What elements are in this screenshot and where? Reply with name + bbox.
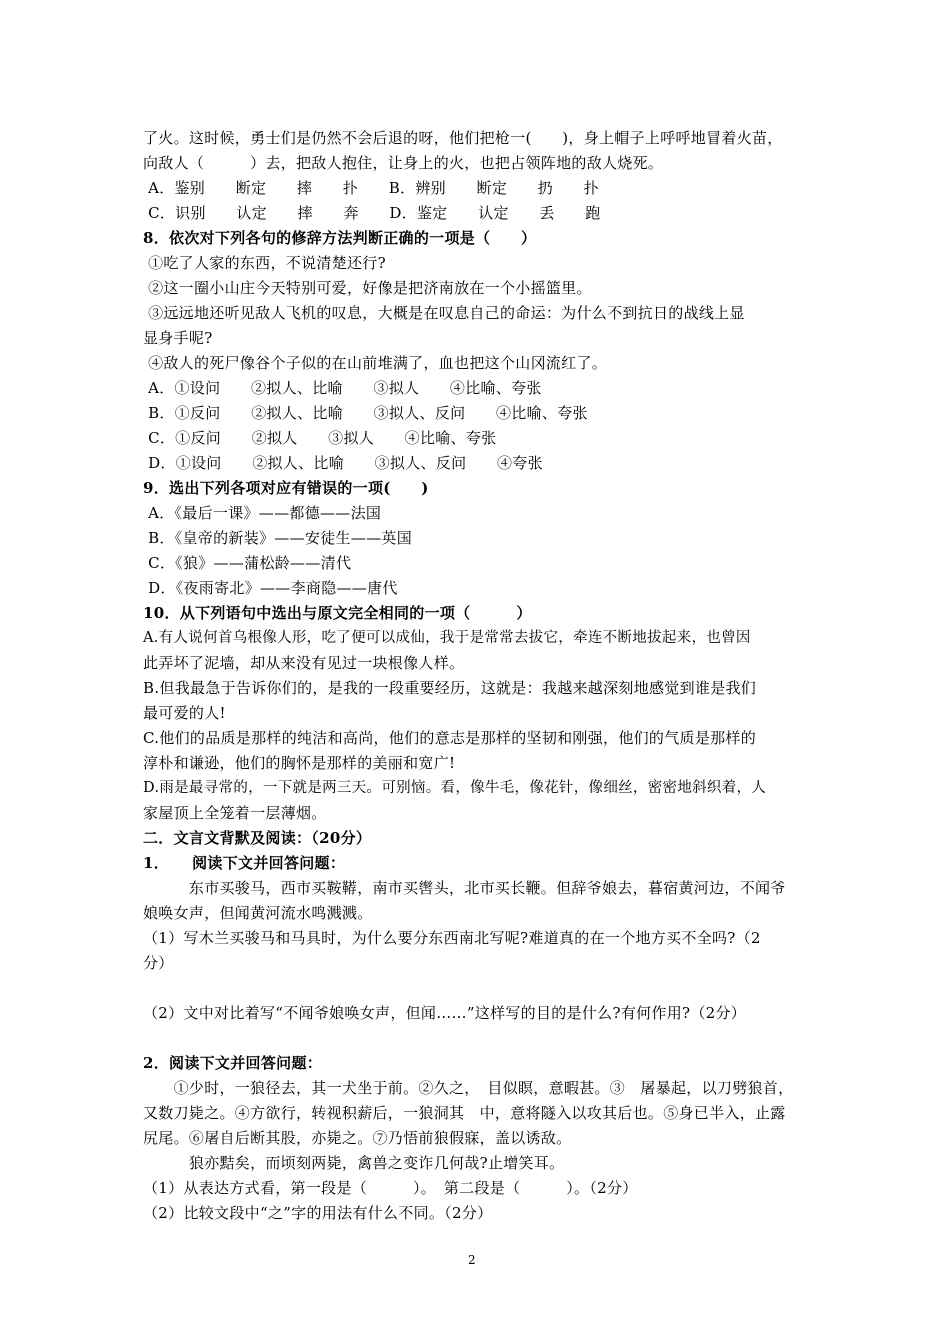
text-line: 了火。这时候，勇士们是仍然不会后退的呀，他们把枪一( )，身上帽子上呼呼地冒着火苗， — [143, 129, 783, 147]
option-line: A．鉴别 断定 摔 扑 B．辨别 断定 扔 扑 — [143, 179, 599, 197]
text-line: ②这一圈小山庄今天特别可爱，好像是把济南放在一个小摇篮里。 — [143, 279, 592, 297]
text-line: （1）从表达方式看，第一段是（ ）。 第二段是（ ）。（2分） — [143, 1179, 638, 1197]
question-8-heading: 8．依次对下列各句的修辞方法判断正确的一项是（ ） — [143, 229, 537, 247]
text-line: 向敌人（ ）去，把敌人抱住，让身上的火，也把占领阵地的敌人烧死。 — [143, 154, 664, 172]
text-line: （2）比较文段中“之”字的用法有什么不同。（2分） — [143, 1204, 493, 1222]
option-line: C．《狼》——蒲松龄——清代 — [143, 554, 352, 572]
text-line: 娘唤女声，但闻黄河流水鸣溅溅。 — [143, 904, 373, 922]
subquestion-2-heading: 2．阅读下文并回答问题： — [143, 1054, 323, 1072]
section-2-heading: 二．文言文背默及阅读：（20分） — [143, 829, 372, 847]
text-line: ④敌人的死尸像谷个子似的在山前堆满了，血也把这个山冈流红了。 — [143, 354, 608, 372]
option-line: C．①反问 ②拟人 ③拟人 ④比喻、夸张 — [143, 429, 497, 447]
text-line: 尻尾。⑥屠自后断其股，亦毙之。⑦乃悟前狼假寐，盖以诱敌。 — [143, 1129, 572, 1147]
option-line: D．《夜雨寄北》——李商隐——唐代 — [143, 579, 398, 597]
option-line: D．①设问 ②拟人、比喻 ③拟人、反问 ④夸张 — [143, 454, 543, 472]
text-line: ①少时，一狼径去，其一犬坐于前。②久之， 目似瞑，意暇甚。③ 屠暴起，以刀劈狼首， — [143, 1079, 794, 1097]
text-line: 此弄坏了泥墙，却从来没有见过一块根像人样。 — [143, 654, 465, 672]
text-line: 显身手呢? — [143, 329, 213, 347]
text-line: ③远远地还听见敌人飞机的叹息，大概是在叹息自己的命运：为什么不到抗日的战线上显 — [143, 304, 745, 322]
question-9-heading: 9．选出下列各项对应有错误的一项( ) — [143, 479, 429, 497]
subquestion-1-heading: 1． 阅读下文并回答问题： — [143, 854, 346, 872]
text-line: B.但我最急于告诉你们的，是我的一段重要经历，这就是：我越来越深刻地感觉到谁是我们 — [143, 679, 757, 697]
text-line: 分） — [143, 954, 174, 972]
text-line: D.雨是最寻常的，一下就是两三天。可别恼。看，像牛毛，像花针，像细丝，密密地斜织着，人 — [143, 780, 767, 796]
text-line: 淳朴和谦逊，他们的胸怀是那样的美丽和宽广! — [143, 754, 456, 772]
question-10-heading: 10．从下列语句中选出与原文完全相同的一项（ ） — [143, 604, 532, 622]
text-line: ①吃了人家的东西，不说清楚还行? — [143, 254, 386, 272]
option-line: A．《最后一课》——都德——法国 — [143, 504, 382, 522]
text-line: （2）文中对比着写“不闻爷娘唤女声，但闻……”这样写的目的是什么?有何作用?（2分） — [143, 1004, 747, 1022]
option-line: C．识别 认定 摔 奔 D．鉴定 认定 丢 跑 — [143, 204, 601, 222]
text-line: 最可爱的人! — [143, 704, 226, 722]
text-line: 家屋顶上全笼着一层薄烟。 — [143, 804, 327, 822]
text-line: A.有人说何首乌根像人形，吃了便可以成仙，我于是常常去拔它，牵连不断地拔起来，也曾因 — [143, 630, 751, 646]
option-line: B．《皇帝的新装》——安徒生——英国 — [143, 529, 412, 547]
page-number: 2 — [468, 1253, 476, 1267]
text-line: 又数刀毙之。④方欲行，转视积薪后，一狼洞其 中，意将隧入以攻其后也。⑤身已半入，止露 — [143, 1104, 786, 1122]
option-line: A．①设问 ②拟人、比喻 ③拟人 ④比喻、夸张 — [143, 379, 542, 397]
text-line: 东市买骏马，西市买鞍鞯，南市买辔头，北市买长鞭。但辞爷娘去，暮宿黄河边，不闻爷 — [143, 879, 786, 897]
text-line: C.他们的品质是那样的纯洁和高尚，他们的意志是那样的坚韧和刚强，他们的气质是那样的 — [143, 729, 757, 747]
text-line: （1）写木兰买骏马和马具时，为什么要分东西南北写呢?难道真的在一个地方买不全吗?（2 — [143, 929, 761, 947]
option-line: B．①反问 ②拟人、比喻 ③拟人、反问 ④比喻、夸张 — [143, 404, 588, 422]
text-line: 狼亦黠矣，而顷刻两毙，禽兽之变诈几何哉?止增笑耳。 — [143, 1154, 565, 1172]
